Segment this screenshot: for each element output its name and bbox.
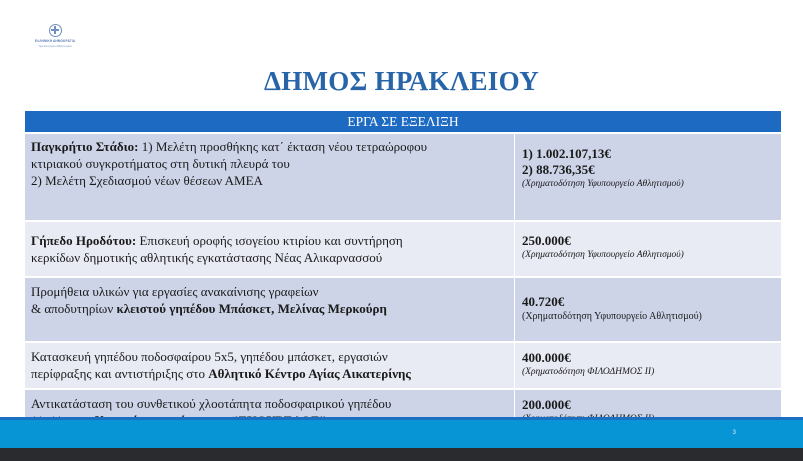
project-description: Κατασκευή γηπέδου ποδοσφαίρου 5x5, γηπέδου μπάσκετ, εργασιών περίφραξης και αντιστήριξης στο Αθλητικό Κέντρο Αγίας Αικατερίνης (25, 343, 515, 388)
logo-line2: Υφυπουργείο Αθλητισμού (38, 44, 72, 48)
greek-coat-of-arms-icon (49, 24, 62, 37)
funding-source: (Χρηματοδότηση Υφυπουργείο Αθλητισμού) (522, 179, 684, 189)
table-row (25, 222, 781, 278)
funding-source: (Χρηματοδότηση ΦΙΛΟΔΗΜΟΣ ΙΙ) (522, 367, 655, 377)
project-budget (515, 278, 781, 341)
amount: 400.000€ (522, 350, 571, 365)
venue-name: Αθλητικό Κέντρο Αγίας Αικατερίνης (208, 366, 411, 381)
amount-1: 1) 1.002.107,13€ (522, 146, 611, 161)
project-budget (515, 343, 781, 388)
table-row (25, 278, 781, 343)
funding-source: (Χρηματοδότηση Υφυπουργείο Αθλητισμού) (522, 311, 702, 322)
footer-bar (0, 417, 803, 448)
venue-name: κλειστού γηπέδου Μπάσκετ, Μελίνας Μερκούρη (116, 301, 387, 316)
bottom-strip (0, 448, 803, 461)
funding-source: (Χρηματοδότηση Υφυπουργείο Αθλητισμού) (522, 250, 684, 260)
project-budget (515, 134, 781, 220)
project-description: Γήπεδο Ηροδότου: Επισκευή οροφής ισογείου κτιρίου και συντήρηση κερκίδων δημοτικής αθλητικής εγκατάστασης Νέας Αλικαρνασσού (25, 222, 515, 276)
table-row (25, 134, 781, 222)
page-title: ΔΗΜΟΣ ΗΡΑΚΛΕΙΟΥ (263, 66, 539, 96)
table-header: ΕΡΓΑ ΣΕ ΕΞΕΛΙΞΗ (25, 111, 781, 134)
project-name: Γήπεδο Ηροδότου: (31, 233, 137, 248)
project-description: Παγκρήτιο Στάδιο: 1) Μελέτη προσθήκης κατ΄ έκταση νέου τετραώροφου κτιριακού συγκροτήματος στη δυτική πλευρά του 2) Μελέτη Σχεδιασμού νέων θέσεων ΑΜΕΑ (25, 134, 515, 220)
amount: 200.000€ (522, 397, 571, 412)
table-row (25, 343, 781, 390)
project-name: Παγκρήτιο Στάδιο: (31, 139, 139, 154)
projects-table (25, 111, 781, 438)
amount: 40.720€ (522, 294, 565, 309)
logo-line1: ΕΛΛΗΝΙΚΗ ΔΗΜΟΚΡΑΤΙΑ (34, 39, 76, 43)
project-description: Αντικατάσταση του συνθετικού χλοοτάπητα ποδοσφαιρικού γηπέδου (25, 390, 515, 436)
amount: 250.000€ (522, 233, 571, 248)
amount-2: 2) 88.736,35€ (522, 162, 595, 177)
project-budget (515, 222, 781, 276)
page-number: 3 (732, 430, 736, 436)
project-description: Προμήθεια υλικών για εργασίες ανακαίνισης γραφείων & αποδυτηρίων κλειστού γηπέδου Μπάσκετ, Μελίνας Μερκούρη (25, 278, 515, 341)
ministry-logo (22, 24, 88, 48)
